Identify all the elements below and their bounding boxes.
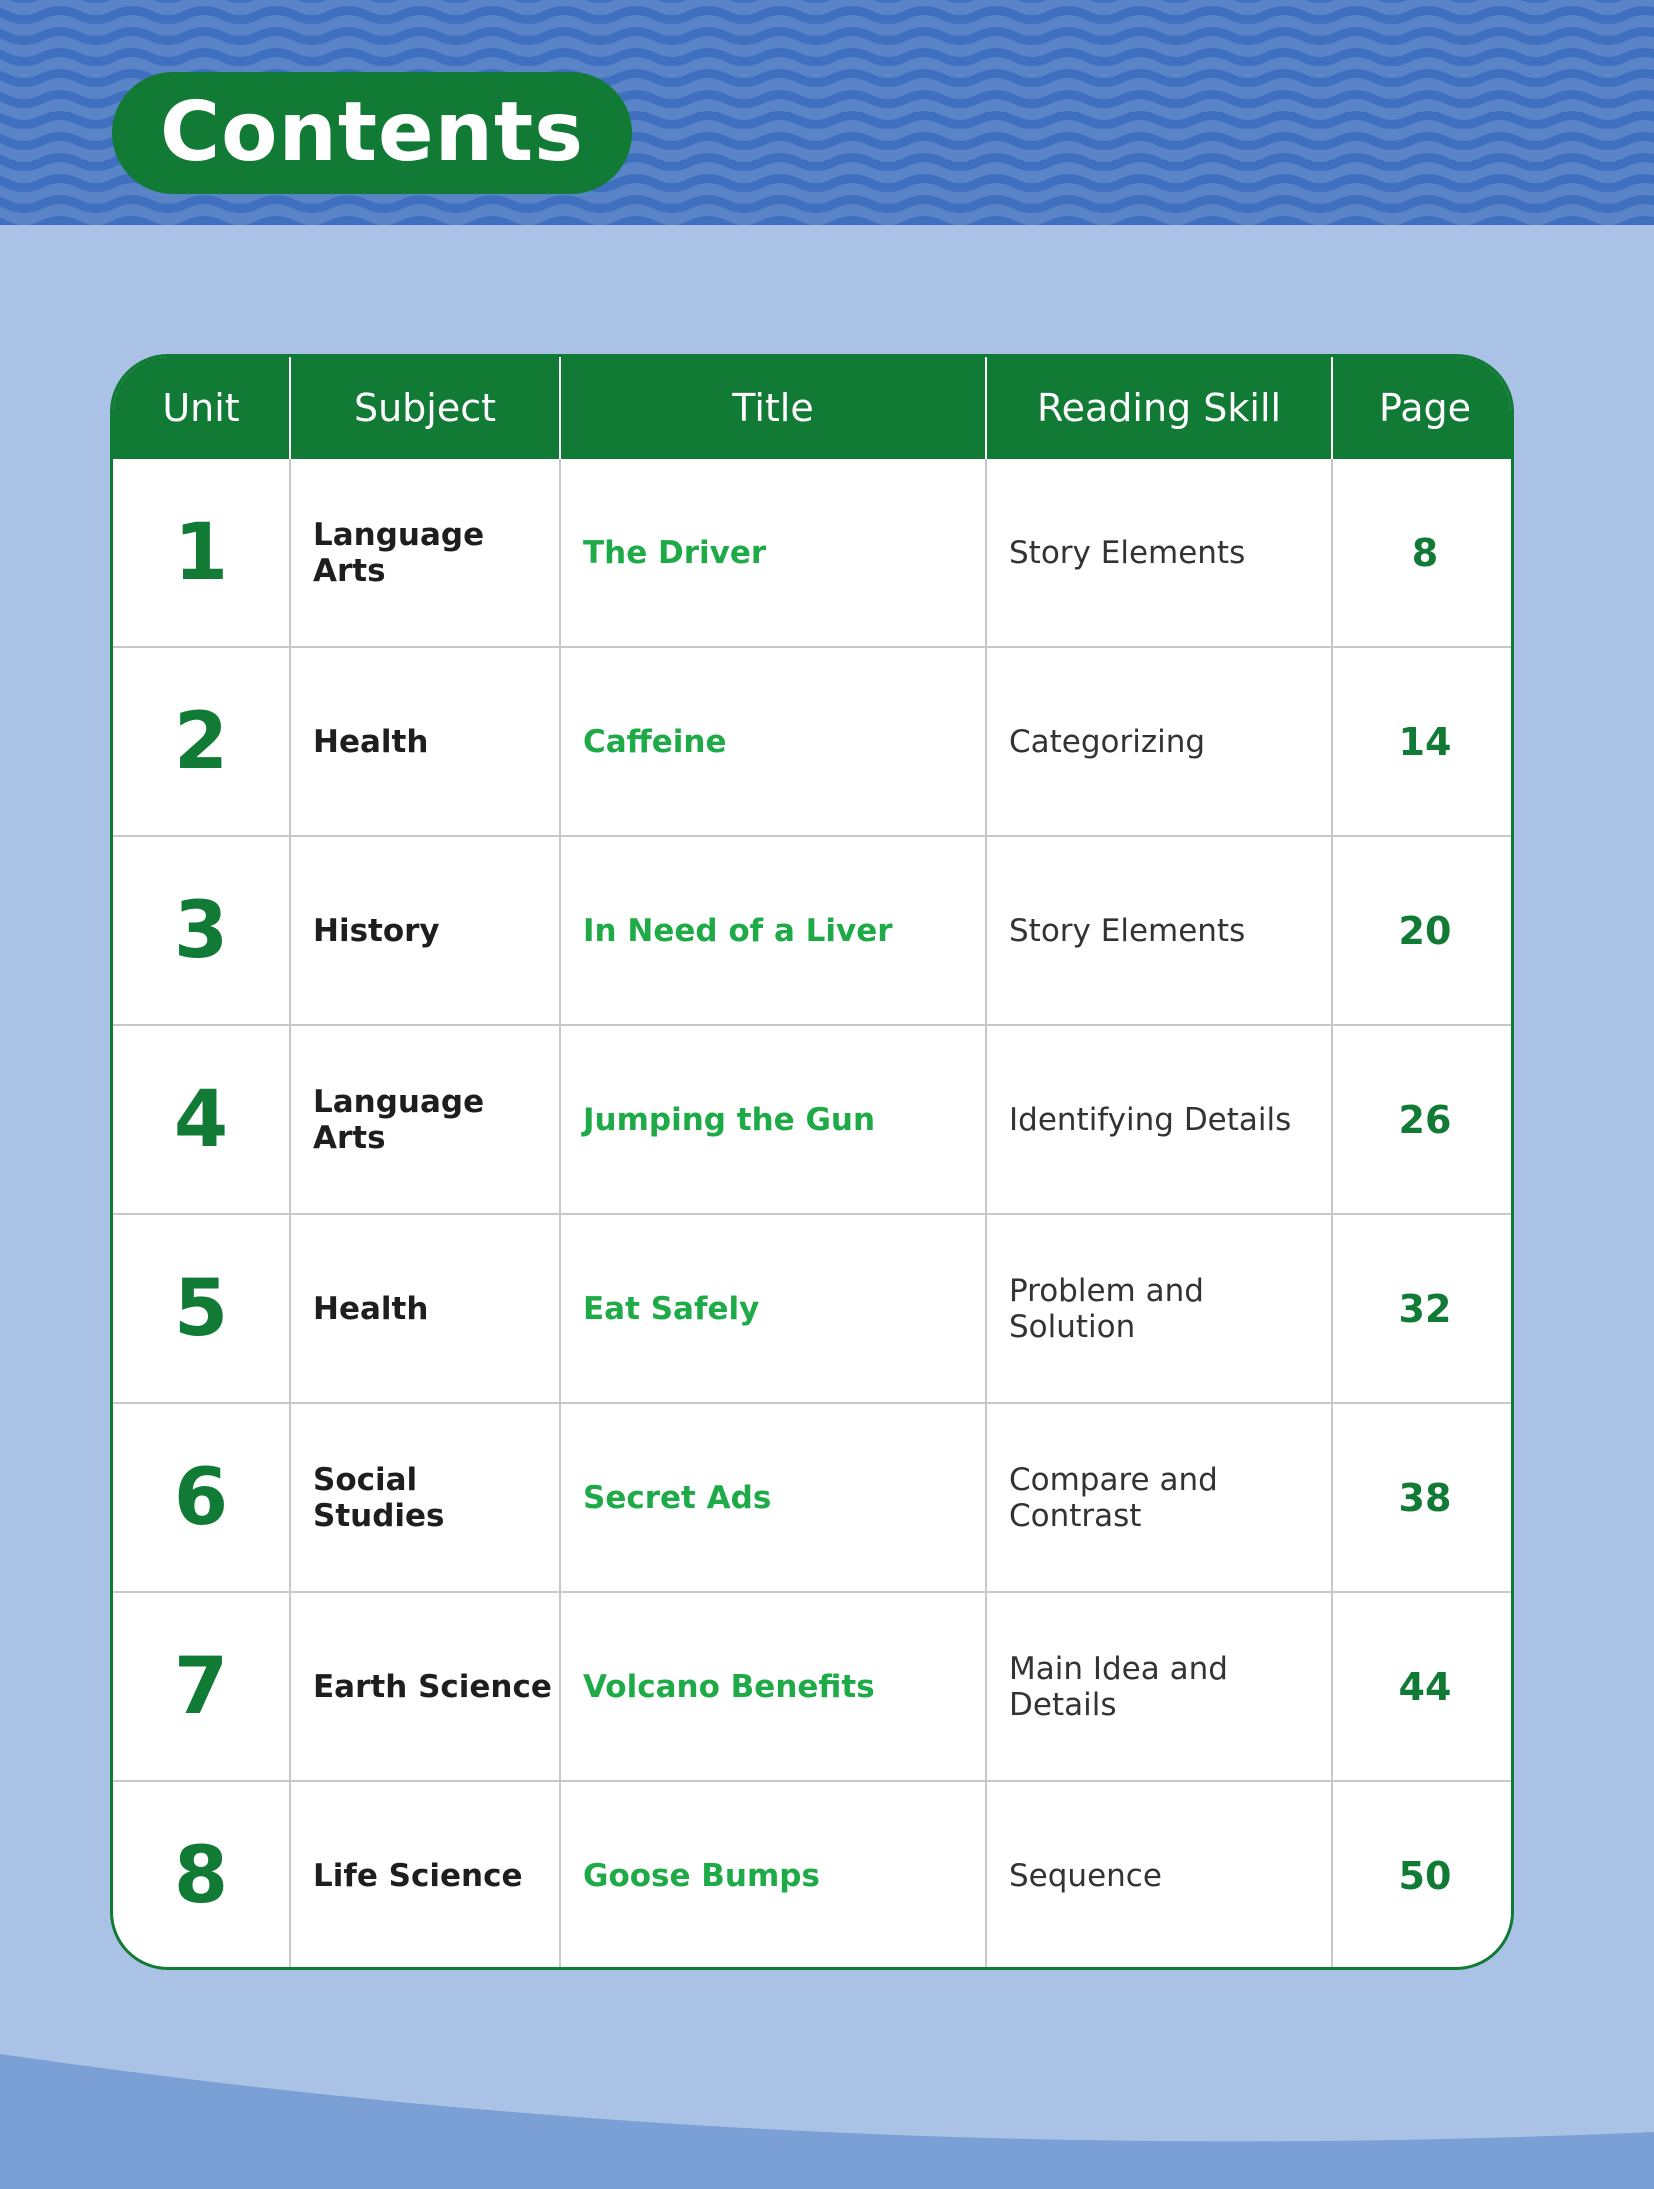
wave-line — [0, 53, 1654, 62]
header-title: Title — [560, 357, 986, 459]
reading-skill-cell: Story Elements — [986, 836, 1332, 1025]
unit-number: 3 — [113, 836, 290, 1025]
table-row — [113, 836, 1514, 1025]
title-cell: Eat Safely — [560, 1214, 986, 1403]
title-cell: The Driver — [560, 459, 986, 647]
page-number: 44 — [1332, 1592, 1514, 1781]
unit-number: 1 — [173, 507, 229, 598]
title-cell: In Need of a Liver — [560, 836, 986, 1025]
header-reading-skill: Reading Skill — [986, 357, 1332, 459]
reading-skill-cell: Main Idea and Details — [986, 1592, 1332, 1781]
table-row — [113, 1025, 1514, 1214]
page-number: 32 — [1332, 1214, 1514, 1403]
unit-number: 2 — [113, 647, 290, 836]
subject-cell: Health — [290, 647, 560, 836]
subject-cell: History — [290, 836, 560, 1025]
wave-line — [0, 11, 1654, 20]
bottom-wave — [0, 2040, 1654, 2189]
reading-skill-cell: Compare and Contrast — [986, 1403, 1332, 1592]
table-row — [113, 1403, 1514, 1592]
table-row — [113, 1781, 1514, 1969]
reading-skill-cell: Sequence — [986, 1781, 1332, 1969]
reading-skill-cell: Story Elements — [986, 459, 1332, 647]
subject-cell: Language Arts — [290, 459, 560, 647]
page-number: 26 — [1332, 1025, 1514, 1214]
page-number: 50 — [1332, 1781, 1514, 1969]
unit-number: 5 — [113, 1214, 290, 1403]
unit-number: 4 — [113, 1025, 290, 1214]
table-row — [113, 647, 1514, 836]
subject-cell: Life Science — [290, 1781, 560, 1969]
contents-table — [113, 357, 1514, 1969]
reading-skill-cell: Identifying Details — [986, 1025, 1332, 1214]
title-cell: Jumping the Gun — [560, 1025, 986, 1214]
title-cell: Volcano Benefits — [560, 1592, 986, 1781]
header-row — [113, 357, 1514, 459]
subject-cell: Health — [290, 1214, 560, 1403]
page-title: Contents — [159, 85, 585, 180]
title-cell: Goose Bumps — [560, 1781, 986, 1969]
wave-line — [0, 32, 1654, 41]
table-row — [113, 1592, 1514, 1781]
page-number: 20 — [1332, 836, 1514, 1025]
header-page: Page — [1332, 357, 1514, 459]
reading-skill-cell: Categorizing — [986, 647, 1332, 836]
wave-line — [0, 221, 1654, 226]
contents-table-card — [110, 354, 1514, 1970]
title-banner — [112, 72, 632, 194]
table-row — [113, 459, 1514, 647]
unit-number: 6 — [113, 1403, 290, 1592]
wave-line — [0, 200, 1654, 209]
page-number: 14 — [1332, 647, 1514, 836]
header-unit: Unit — [113, 357, 290, 459]
title-cell: Secret Ads — [560, 1403, 986, 1592]
subject-cell: Language Arts — [290, 1025, 560, 1214]
title-cell: Caffeine — [560, 647, 986, 836]
subject-cell: Social Studies — [290, 1403, 560, 1592]
reading-skill-cell: Problem and Solution — [986, 1214, 1332, 1403]
header-subject: Subject — [290, 357, 560, 459]
page-number: 38 — [1332, 1403, 1514, 1592]
page-number: 8 — [1332, 459, 1514, 647]
table-row — [113, 1214, 1514, 1403]
subject-cell: Earth Science — [290, 1592, 560, 1781]
unit-number: 8 — [113, 1781, 290, 1969]
unit-number: 7 — [113, 1592, 290, 1781]
